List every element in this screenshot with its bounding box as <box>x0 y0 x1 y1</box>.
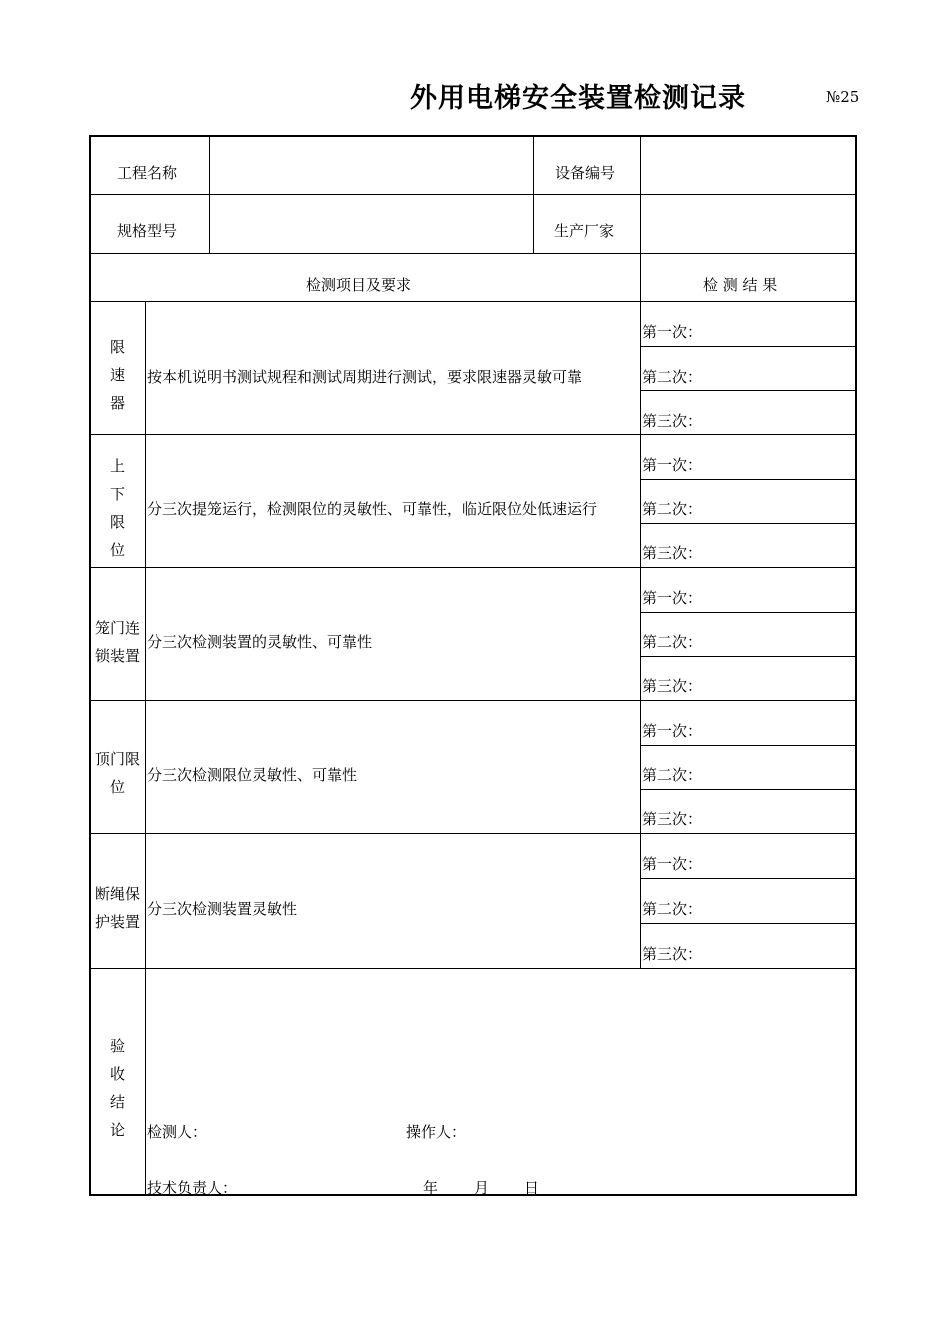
row-divider <box>90 968 856 969</box>
date-day-label: 日 <box>524 1179 540 1197</box>
result-divider <box>640 656 856 657</box>
row-divider <box>90 301 856 302</box>
section-label-cage-door-interlock: 笼门连 锁装置 <box>94 619 140 665</box>
requirement-rope-break-protection: 分三次检测装置灵敏性 <box>147 900 298 918</box>
result-field[interactable]: 第一次： <box>642 323 703 341</box>
operator-label: 操作人： <box>406 1123 467 1141</box>
result-divider <box>640 789 856 790</box>
result-divider <box>640 878 856 879</box>
result-field[interactable]: 第二次： <box>642 500 703 518</box>
row-divider <box>90 567 856 568</box>
section-label-rope-break-protection: 断绳保 护装置 <box>94 885 140 931</box>
result-field[interactable]: 第三次： <box>642 677 703 695</box>
row-divider <box>90 833 856 834</box>
result-field[interactable]: 第二次： <box>642 900 703 918</box>
result-field[interactable]: 第一次： <box>642 855 703 873</box>
tech-lead-label: 技术负责人： <box>147 1179 238 1197</box>
inspector-label: 检测人： <box>147 1123 208 1141</box>
requirement-speed-limiter: 按本机说明书测试规程和测试周期进行测试，要求限速器灵敏可靠 <box>147 368 583 386</box>
section-label-up-down-limit: 上 下 限 位 <box>109 457 125 559</box>
column-divider <box>209 136 210 253</box>
result-field[interactable]: 第三次： <box>642 412 703 430</box>
result-divider <box>640 612 856 613</box>
device-no-label: 设备编号 <box>555 164 616 182</box>
row-divider <box>90 700 856 701</box>
row-divider <box>90 253 856 254</box>
result-field[interactable]: 第三次： <box>642 810 703 828</box>
date-year-label: 年 <box>423 1179 439 1197</box>
column-divider <box>145 301 146 1195</box>
result-divider <box>640 923 856 924</box>
result-divider <box>640 745 856 746</box>
result-field[interactable]: 第一次： <box>642 722 703 740</box>
result-field[interactable]: 第二次： <box>642 633 703 651</box>
result-divider <box>640 523 856 524</box>
result-header: 检 测 结 果 <box>703 276 778 294</box>
requirement-up-down-limit: 分三次提笼运行，检测限位的灵敏性、可靠性，临近限位处低速运行 <box>147 500 598 518</box>
requirement-top-door-limit: 分三次检测限位灵敏性、可靠性 <box>147 766 358 784</box>
date-month-label: 月 <box>474 1179 490 1197</box>
spec-label: 规格型号 <box>117 222 178 240</box>
requirement-cage-door-interlock: 分三次检测装置的灵敏性、可靠性 <box>147 633 373 651</box>
result-field[interactable]: 第二次： <box>642 766 703 784</box>
items-header: 检测项目及要求 <box>306 276 412 294</box>
maker-label: 生产厂家 <box>554 222 615 240</box>
section-label-speed-limiter: 限 速 器 <box>109 338 125 412</box>
column-divider <box>533 136 534 253</box>
project-name-label: 工程名称 <box>117 164 178 182</box>
row-divider <box>90 434 856 435</box>
result-field[interactable]: 第一次： <box>642 589 703 607</box>
column-divider <box>640 136 641 968</box>
section-label-acceptance-conclusion: 验 收 结 论 <box>109 1037 125 1139</box>
result-divider <box>640 346 856 347</box>
result-divider <box>640 390 856 391</box>
result-field[interactable]: 第一次： <box>642 456 703 474</box>
result-field[interactable]: 第三次： <box>642 945 703 963</box>
result-field[interactable]: 第三次： <box>642 544 703 562</box>
row-divider <box>90 194 856 195</box>
document-number: №25 <box>826 88 860 106</box>
section-label-top-door-limit: 顶门限 位 <box>94 750 140 796</box>
page-title: 外用电梯安全装置检测记录 <box>410 83 746 114</box>
result-divider <box>640 479 856 480</box>
result-field[interactable]: 第二次： <box>642 368 703 386</box>
